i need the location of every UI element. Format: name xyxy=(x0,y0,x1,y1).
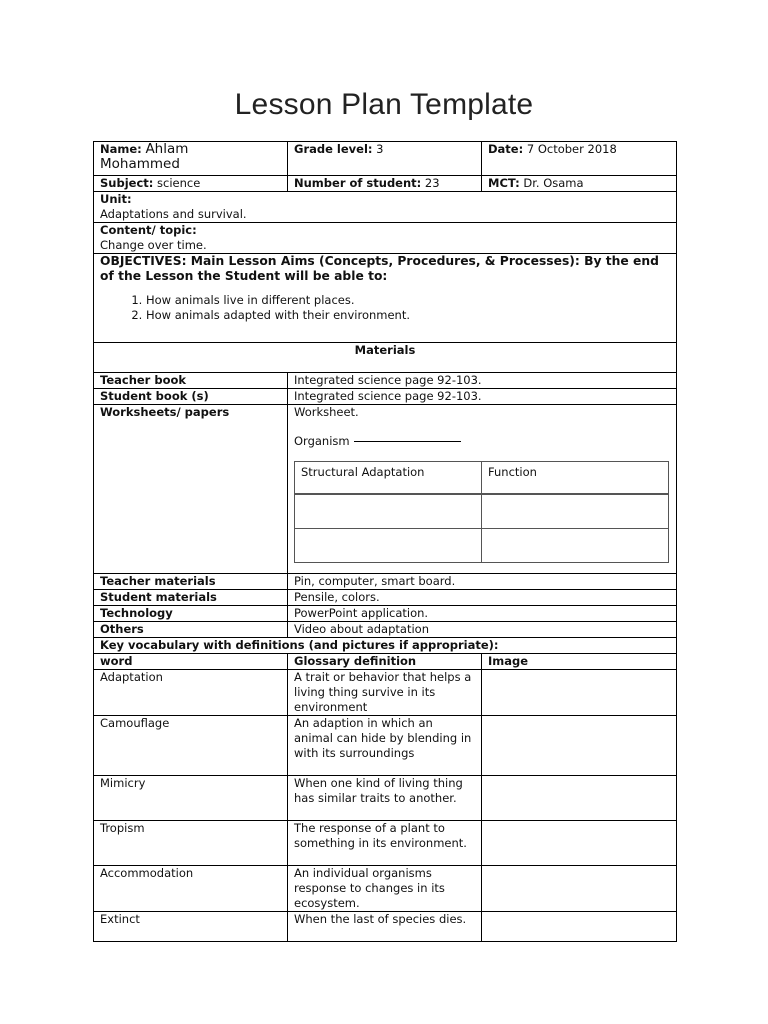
image-column-header-cell xyxy=(482,654,677,670)
vocab-word: Accommodation xyxy=(94,866,288,912)
vocab-image-cell xyxy=(482,912,677,942)
subject-value: science xyxy=(157,176,201,190)
vocab-definition: A trait or behavior that helps a living thing survive in its environment xyxy=(288,670,482,716)
worksheets-label: Worksheets/ papers xyxy=(100,405,230,419)
subject-row xyxy=(94,176,677,192)
mct-cell xyxy=(482,176,677,192)
materials-heading-cell xyxy=(94,343,677,373)
vocab-row xyxy=(94,776,677,821)
objectives-cell xyxy=(94,254,677,343)
teacher-book-label: Teacher book xyxy=(100,373,187,387)
worksheet-blank-cell xyxy=(295,494,482,529)
worksheets-value: Worksheet. xyxy=(294,405,359,419)
vocabulary-heading-row xyxy=(94,638,677,654)
student-book-row xyxy=(94,389,677,405)
name-value-line2: Mohammed xyxy=(100,156,180,172)
vocab-row xyxy=(94,821,677,866)
header-row xyxy=(94,142,677,176)
vocab-word: Tropism xyxy=(94,821,288,866)
students-label: Number of student: xyxy=(294,176,422,190)
grade-label: Grade level: xyxy=(294,142,373,156)
worksheet-blank-cell xyxy=(482,494,669,529)
student-book-value: Integrated science page 92-103. xyxy=(288,389,677,405)
students-value: 23 xyxy=(424,176,440,190)
student-materials-label-cell xyxy=(94,590,288,606)
teacher-materials-row xyxy=(94,574,677,590)
vocab-word: Camouflage xyxy=(94,716,288,776)
vocab-row xyxy=(94,912,677,942)
grade-value: 3 xyxy=(376,142,384,156)
vocab-image-cell xyxy=(482,716,677,776)
objectives-list xyxy=(100,293,670,323)
vocab-row xyxy=(94,716,677,776)
organism-line xyxy=(294,434,670,449)
organism-blank xyxy=(354,441,461,442)
technology-value: PowerPoint application. xyxy=(288,606,677,622)
vocab-image-cell xyxy=(482,866,677,912)
name-value: Ahlam xyxy=(145,141,189,157)
student-materials-value: Pensile, colors. xyxy=(288,590,677,606)
content-cell xyxy=(94,223,677,254)
organism-label: Organism xyxy=(294,434,350,448)
others-label: Others xyxy=(100,622,144,636)
date-cell xyxy=(482,142,677,176)
vocab-definition: An individual organisms response to changes in its ecosystem. xyxy=(288,866,482,912)
subject-label: Subject: xyxy=(100,176,154,190)
technology-label: Technology xyxy=(100,606,173,620)
vocab-definition: When the last of species dies. xyxy=(288,912,482,942)
content-value: Change over time. xyxy=(100,238,207,252)
definition-column-header: Glossary definition xyxy=(294,654,417,668)
date-label: Date: xyxy=(488,142,524,156)
teacher-book-label-cell xyxy=(94,373,288,389)
teacher-book-row xyxy=(94,373,677,389)
mct-label: MCT: xyxy=(488,176,520,190)
vocab-image-cell xyxy=(482,776,677,821)
student-materials-row xyxy=(94,590,677,606)
adaptation-worksheet-table xyxy=(294,461,669,563)
objective-item: 1. How animals live in different places. xyxy=(146,293,670,308)
objectives-heading: OBJECTIVES: Main Lesson Aims (Concepts, Procedures, & Processes): By the end of the Lesson the Student will be able to: xyxy=(100,254,659,283)
unit-label: Unit: xyxy=(100,192,132,206)
objectives-row xyxy=(94,254,677,343)
function-header: Function xyxy=(482,462,669,495)
unit-value: Adaptations and survival. xyxy=(100,207,247,221)
date-value: 7 October 2018 xyxy=(526,142,617,156)
student-book-label: Student book (s) xyxy=(100,389,209,403)
page-title: Lesson Plan Template xyxy=(234,88,534,121)
technology-row xyxy=(94,606,677,622)
vocabulary-header-row xyxy=(94,654,677,670)
worksheet-blank-cell xyxy=(482,529,669,563)
student-book-label-cell xyxy=(94,389,288,405)
others-value: Video about adaptation xyxy=(288,622,677,638)
word-column-header-cell xyxy=(94,654,288,670)
unit-row xyxy=(94,192,677,223)
subject-cell xyxy=(94,176,288,192)
materials-heading-row xyxy=(94,343,677,373)
teacher-materials-label-cell xyxy=(94,574,288,590)
name-cell xyxy=(94,142,288,176)
content-label: Content/ topic: xyxy=(100,223,197,237)
structural-adaptation-header: Structural Adaptation xyxy=(295,462,482,495)
grade-cell xyxy=(288,142,482,176)
name-label: Name: xyxy=(100,142,142,156)
unit-cell xyxy=(94,192,677,223)
materials-heading: Materials xyxy=(354,343,416,357)
student-materials-label: Student materials xyxy=(100,590,217,604)
teacher-book-value: Integrated science page 92-103. xyxy=(288,373,677,389)
worksheet-blank-cell xyxy=(295,529,482,563)
others-row xyxy=(94,622,677,638)
vocab-image-cell xyxy=(482,821,677,866)
vocab-word: Extinct xyxy=(94,912,288,942)
image-column-header: Image xyxy=(488,654,529,668)
worksheets-label-cell xyxy=(94,405,288,574)
students-cell xyxy=(288,176,482,192)
worksheets-row xyxy=(94,405,677,574)
others-label-cell xyxy=(94,622,288,638)
worksheets-content-cell xyxy=(288,405,677,574)
vocab-definition: The response of a plant to something in its environment. xyxy=(288,821,482,866)
vocab-image-cell xyxy=(482,670,677,716)
vocab-word: Mimicry xyxy=(94,776,288,821)
definition-column-header-cell xyxy=(288,654,482,670)
technology-label-cell xyxy=(94,606,288,622)
vocab-word: Adaptation xyxy=(94,670,288,716)
vocab-row xyxy=(94,670,677,716)
vocabulary-heading-cell xyxy=(94,638,677,654)
vocab-definition: When one kind of living thing has similar traits to another. xyxy=(288,776,482,821)
content-row xyxy=(94,223,677,254)
teacher-materials-value: Pin, computer, smart board. xyxy=(288,574,677,590)
objective-item: 2. How animals adapted with their environment. xyxy=(146,308,670,323)
vocab-definition: An adaption in which an animal can hide by blending in with its surroundings xyxy=(288,716,482,776)
lesson-plan-table xyxy=(93,141,677,942)
vocab-row xyxy=(94,866,677,912)
word-column-header: word xyxy=(100,654,133,668)
vocabulary-heading: Key vocabulary with definitions (and pictures if appropriate): xyxy=(100,638,499,652)
teacher-materials-label: Teacher materials xyxy=(100,574,216,588)
mct-value: Dr. Osama xyxy=(523,176,584,190)
